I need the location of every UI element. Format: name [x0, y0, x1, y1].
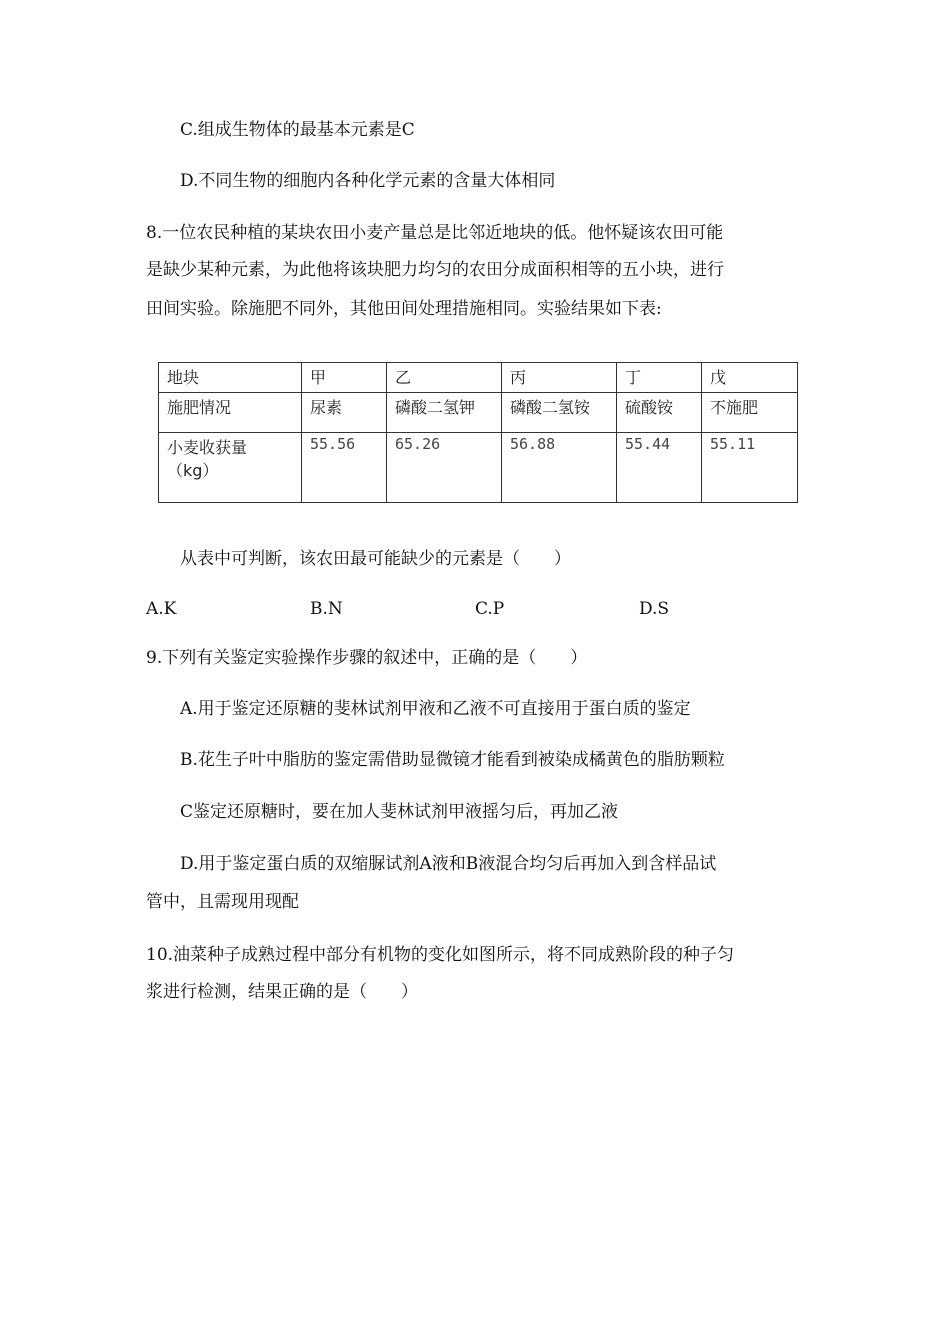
q8-stem-line: 8.一位农民种植的某块农田小麦产量总是比邻近地块的低。他怀疑该农田可能 [146, 223, 724, 243]
table-cell: 55.56 [302, 433, 387, 503]
q9-option-a: A.用于鉴定还原糖的斐林试剂甲液和乙液不可直接用于蛋白质的鉴定 [180, 699, 691, 719]
table-cell: 甲 [302, 363, 387, 393]
table-cell: 硫酸铵 [617, 393, 702, 433]
q7-option-d: D.不同生物的细胞内各种化学元素的含量大体相同 [180, 171, 556, 191]
table-cell: 磷酸二氢钾 [387, 393, 502, 433]
q10-stem-line: 10.油菜种子成熟过程中部分有机物的变化如图所示，将不同成熟阶段的种子匀 [146, 945, 735, 965]
row-label: 小麦收获量 [167, 438, 248, 457]
table-cell: 不施肥 [702, 393, 798, 433]
q9-option-b: B.花生子叶中脂肪的鉴定需借助显微镜才能看到被染成橘黄色的脂肪颗粒 [180, 750, 725, 770]
q9-option-d: D.用于鉴定蛋白质的双缩脲试剂A液和B液混合均匀后再加入到含样品试 [180, 854, 717, 874]
table-cell: 乙 [387, 363, 502, 393]
table-cell: 55.11 [702, 433, 798, 503]
table-row [159, 433, 798, 503]
table-row [159, 363, 798, 393]
q8-stem-line: 是缺少某种元素，为此他将该块肥力均匀的农田分成面积相等的五小块，进行 [146, 260, 724, 280]
q9-stem: 9.下列有关鉴定实验操作步骤的叙述中，正确的是（ ） [146, 648, 588, 668]
table-cell: 地块 [159, 363, 302, 393]
table-cell: 戊 [702, 363, 798, 393]
table-cell [159, 433, 302, 503]
q10-stem-line: 浆进行检测，结果正确的是（ ） [146, 982, 418, 1002]
q9-option-c: C鉴定还原糖时，要在加人斐林试剂甲液摇匀后，再加乙液 [180, 802, 619, 822]
table-cell: 65.26 [387, 433, 502, 503]
q8-option-c: C.P [475, 599, 505, 619]
q7-option-c: C.组成生物体的最基本元素是C [180, 120, 415, 140]
table-cell: 施肥情况 [159, 393, 302, 433]
table-cell: 尿素 [302, 393, 387, 433]
table-cell: 55.44 [617, 433, 702, 503]
q8-option-d: D.S [639, 599, 670, 619]
unit-label: （kg） [167, 461, 219, 480]
q8-stem-line: 田间实验。除施肥不同外，其他田间处理措施相同。实验结果如下表: [146, 299, 662, 319]
q8-option-a: A.K [146, 599, 177, 619]
table-cell: 丁 [617, 363, 702, 393]
q8-question: 从表中可判断，该农田最可能缺少的元素是（ ） [180, 549, 571, 569]
fertilizer-table [158, 362, 798, 503]
table-cell: 丙 [502, 363, 617, 393]
q9-option-d-cont: 管中，且需现用现配 [146, 892, 299, 912]
table-row [159, 393, 798, 433]
table-cell: 磷酸二氢铵 [502, 393, 617, 433]
table-cell: 56.88 [502, 433, 617, 503]
q8-option-b: B.N [310, 599, 343, 619]
